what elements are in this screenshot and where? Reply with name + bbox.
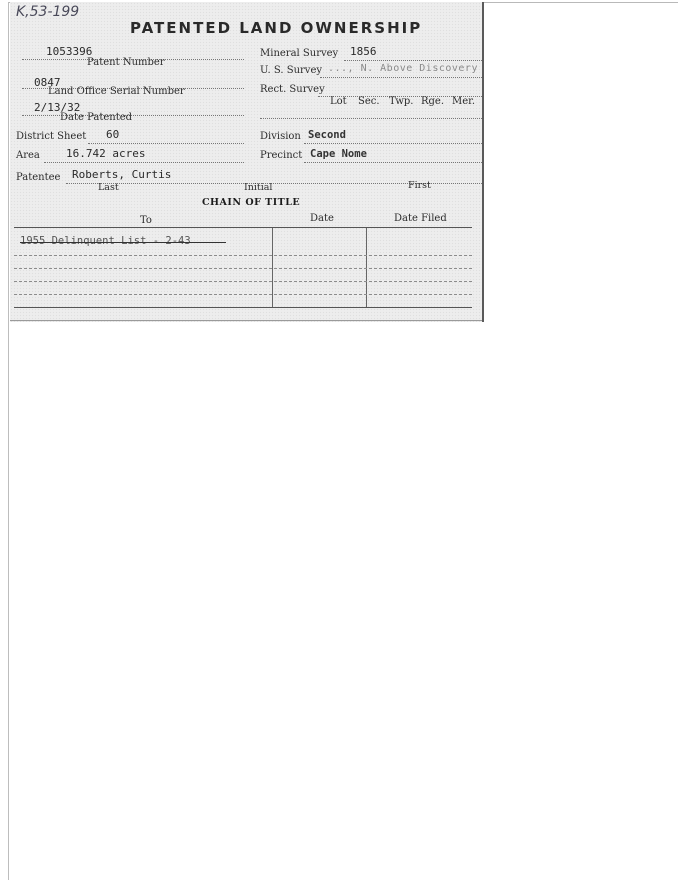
us-survey-value: ..., N. Above Discovery [328, 63, 478, 74]
date-patented-line [22, 115, 244, 116]
division-value: Second [308, 129, 346, 141]
date-patented-value: 2/13/32 [34, 101, 81, 114]
patentee-value: Roberts, Curtis [72, 168, 172, 181]
rect-col-rge: Rge. [421, 96, 445, 107]
table-row-line-3 [14, 281, 472, 282]
rect-col-lot: Lot [330, 96, 347, 107]
table-row-line-4 [14, 294, 472, 295]
us-survey-label: U. S. Survey [260, 65, 323, 76]
chain-entry-text: 1955 Delinquent List - 2-43 [20, 235, 191, 247]
chain-entry-strikethrough [20, 242, 226, 243]
mineral-survey-line [344, 60, 482, 61]
area-line [44, 162, 244, 163]
rect-survey-entry-line [260, 118, 482, 119]
us-survey-line [320, 77, 482, 78]
rect-survey-label: Rect. Survey [260, 84, 325, 95]
chain-of-title-heading: CHAIN OF TITLE [202, 197, 301, 208]
serial-number-value: 0847 [34, 76, 61, 89]
column-to: To [140, 215, 152, 226]
precinct-line [304, 162, 482, 163]
mineral-survey-value: 1856 [350, 45, 377, 58]
patentee-label: Patentee [16, 172, 61, 183]
column-date: Date [310, 213, 334, 224]
patent-number-value: 1053396 [46, 45, 93, 58]
date-patented-label: Date Patented [60, 112, 133, 123]
table-row-line-2 [14, 268, 472, 269]
patent-number-label: Patent Number [87, 57, 165, 68]
card-title: PATENTED LAND OWNERSHIP [130, 19, 423, 37]
district-sheet-line [88, 143, 244, 144]
serial-number-label: Land Office Serial Number [48, 86, 185, 97]
division-label: Division [260, 131, 301, 142]
table-bottom-rule [14, 307, 472, 308]
mineral-survey-label: Mineral Survey [260, 48, 339, 59]
rect-col-twp: Twp. [389, 96, 414, 107]
table-header-rule [14, 227, 472, 228]
column-date-filed: Date Filed [394, 213, 447, 224]
patentee-initial-caption: Initial [244, 182, 273, 193]
district-sheet-value: 60 [106, 128, 120, 141]
patentee-first-caption: First [408, 180, 431, 191]
area-value: 16.742 acres [66, 147, 146, 160]
handwritten-reference: K,53-199 [16, 4, 80, 20]
patentee-last-caption: Last [98, 182, 119, 193]
division-line [304, 143, 482, 144]
page-edge-left [8, 2, 9, 880]
card-bottom-edge [10, 320, 482, 321]
area-label: Area [16, 150, 40, 161]
table-row-line-1 [14, 255, 472, 256]
rect-col-mer: Mer. [452, 96, 476, 107]
district-sheet-label: District Sheet [16, 131, 87, 142]
precinct-value: Cape Nome [310, 148, 367, 160]
rect-col-sec: Sec. [358, 96, 380, 107]
ownership-card [10, 2, 484, 322]
precinct-label: Precinct [260, 150, 303, 161]
